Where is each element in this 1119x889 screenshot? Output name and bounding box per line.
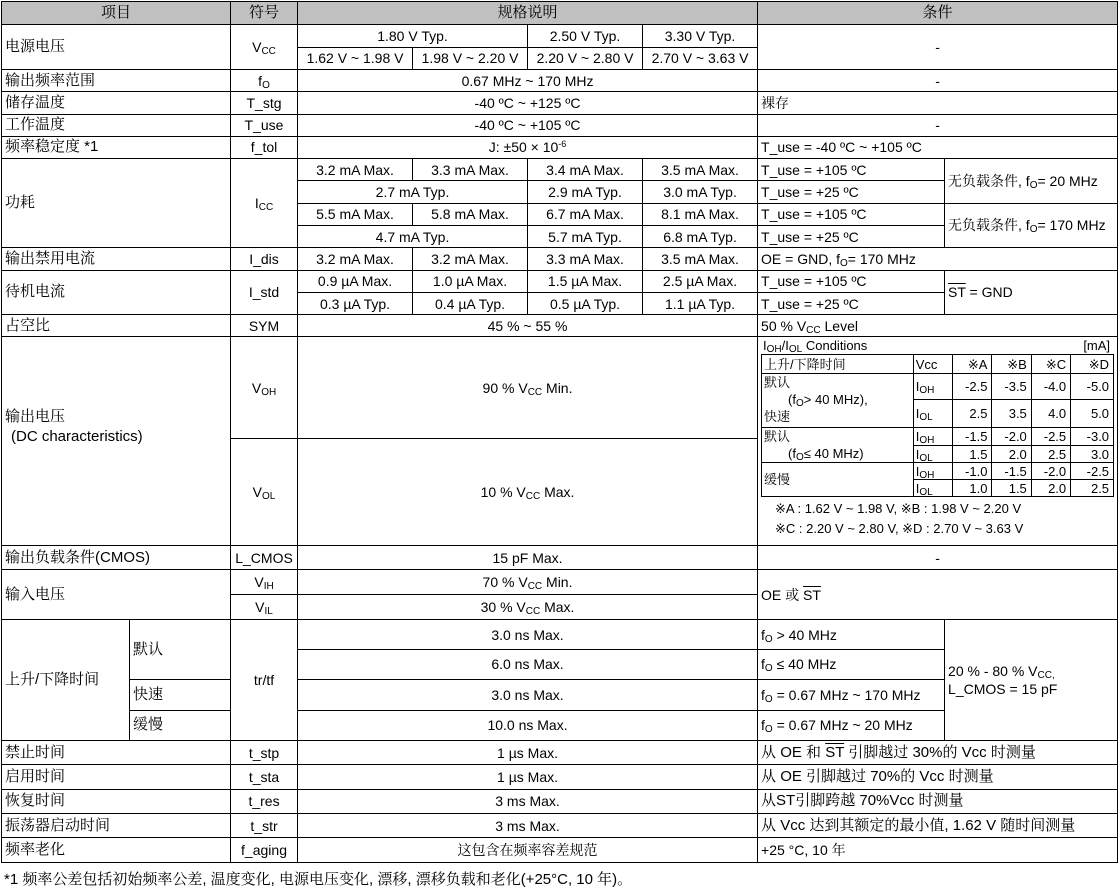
trtf-spec-2: 6.0 ns Max. — [298, 649, 758, 679]
vin-label: 输入电压 — [2, 569, 231, 620]
vcc-range-d: 2.70 V ~ 3.63 V — [643, 47, 758, 69]
tres-label: 恢复时间 — [2, 789, 231, 813]
idis-label: 输出禁用电流 — [2, 248, 231, 270]
cond-g2-ioh-c: -2.5 — [1031, 428, 1070, 446]
header-symbol: 符号 — [231, 2, 298, 25]
cond-g3-ioh-d: -2.5 — [1071, 463, 1114, 480]
tstp-spec: 1 µs Max. — [298, 741, 758, 765]
ftol-cond: T_use = -40 ºC ~ +105 ºC — [758, 136, 1118, 158]
tuse-label: 工作温度 — [2, 114, 231, 136]
row-tstp — [2, 741, 1118, 765]
icc-cond-hot-1: T_use = +105 ºC — [758, 159, 945, 181]
cond-g2-iol-c: 2.5 — [1031, 445, 1070, 463]
vih-spec: 70 % $V_{CC}$ Min. — [298, 569, 758, 594]
lcmos-symbol: L_CMOS — [231, 546, 298, 569]
tuse-cond: - — [758, 114, 1118, 136]
trtf-side-2: L_CMOS = 15 pF — [948, 681, 1058, 698]
cond-col-a: ※A — [953, 355, 992, 374]
icc-label: 功耗 — [2, 159, 231, 248]
icc-cond-hot-2: T_use = +105 ºC — [758, 203, 945, 225]
trtf-cond-1: $f_O > 40$ MHz — [758, 620, 945, 649]
cond-grp3-label: 缓慢 — [762, 463, 914, 497]
row-tstr — [2, 814, 1118, 838]
row-ftol — [2, 136, 1118, 158]
vil-symbol: $V_{IL}$ — [231, 595, 298, 620]
tstg-cond: 裸存 — [758, 92, 1118, 114]
cond-g3-ioh-c: -2.0 — [1031, 463, 1070, 480]
vout-label-sub: (DC characteristics) — [11, 428, 143, 446]
vcc-range-b: 1.98 V ~ 2.20 V — [413, 47, 528, 69]
voh-symbol: $V_{OH}$ — [231, 337, 298, 438]
vout-label — [2, 337, 231, 546]
tstr-cond: 从 Vcc 达到其额定的最小值, 1.62 V 随时间测量 — [758, 814, 1118, 838]
row-tstg — [2, 92, 1118, 114]
row-icc-1 — [2, 159, 1118, 181]
cond-title: $I_{OH}/I_{OL}$ Conditions — [763, 338, 868, 356]
icc-r3-b: 5.8 mA Max. — [413, 203, 528, 225]
tres-cond: 从ST引脚跨越 70%Vcc 时测量 — [758, 789, 1118, 813]
icc-r2-c: 2.9 mA Typ. — [528, 181, 643, 203]
cond-g2-ioh-b: -2.0 — [992, 428, 1031, 446]
ftol-symbol: f_tol — [231, 136, 298, 158]
tstg-spec: -40 ºC ~ +125 ºC — [298, 92, 758, 114]
tstr-symbol: t_str — [231, 814, 298, 838]
cond-note-2: ※C : 2.20 V ~ 2.80 V, ※D : 2.70 V ~ 3.63 V — [775, 521, 1024, 537]
trtf-sub-fast: 快速 — [130, 680, 231, 710]
row-idis — [2, 248, 1118, 270]
istd-cond-rt: T_use = +25 ºC — [758, 292, 945, 314]
tstr-spec: 3 ms Max. — [298, 814, 758, 838]
trtf-side-cond — [945, 620, 1118, 741]
row-tres — [2, 789, 1118, 813]
cond-g1-iol-b: 3.5 — [992, 400, 1031, 428]
cond-g3-iol-d: 2.5 — [1071, 480, 1114, 497]
cond-note-1: ※A : 1.62 V ~ 1.98 V, ※B : 1.98 V ~ 2.20 V — [775, 501, 1022, 517]
icc-r4-d: 6.8 mA Typ. — [643, 225, 758, 247]
row-sym — [2, 315, 1118, 337]
header-row — [2, 2, 1118, 25]
tsta-label: 启用时间 — [2, 765, 231, 789]
cond-grp1-label: 默认 ($f_O> 40$ MHz), 快速 — [762, 374, 914, 428]
trtf-sub-default: 默认 — [130, 620, 231, 680]
tsta-spec: 1 µs Max. — [298, 765, 758, 789]
fout-spec: 0.67 MHz ~ 170 MHz — [298, 69, 758, 91]
vcc-cond: - — [758, 25, 1118, 70]
header-spec: 规格说明 — [298, 2, 758, 25]
cond-g1-ioh-d: -5.0 — [1071, 374, 1114, 400]
voh-spec: 90 % $V_{CC}$ Min. — [298, 337, 758, 438]
header-item: 项目 — [2, 2, 231, 25]
fout-symbol: $f_O$ — [231, 69, 298, 91]
idis-d: 3.5 mA Max. — [643, 248, 758, 270]
icc-r1-d: 3.5 mA Max. — [643, 159, 758, 181]
faging-spec: 这包含在频率容差规范 — [298, 838, 758, 863]
icc-r3-a: 5.5 mA Max. — [298, 203, 413, 225]
trtf-symbol: tr/tf — [231, 620, 298, 741]
istd-r2-a: 0.3 µA Typ. — [298, 292, 413, 314]
cond-g3-iol-b: 1.5 — [992, 480, 1031, 497]
cond-g1-ioh: $I_{OH}$ — [913, 374, 952, 400]
vcc-symbol: $V_{CC}$ — [231, 25, 298, 70]
vol-symbol: $V_{OL}$ — [231, 438, 298, 545]
row-lcmos — [2, 546, 1118, 569]
vcc-typ-1: 1.80 V Typ. — [298, 25, 528, 47]
cond-col-vcc: Vcc — [913, 355, 952, 374]
cond-g3-iol-c: 2.0 — [1031, 480, 1070, 497]
sym-spec: 45 % ~ 55 % — [298, 315, 758, 337]
cond-g2-iol-d: 3.0 — [1071, 445, 1114, 463]
vcc-typ-2: 2.50 V Typ. — [528, 25, 643, 47]
faging-label: 频率老化 — [2, 838, 231, 863]
ftol-spec: J: $\pm 50 \times 10^{-6}$ — [298, 136, 758, 158]
cond-g2-iol-a: 1.5 — [953, 445, 992, 463]
cond-g1-iol-c: 4.0 — [1031, 400, 1070, 428]
idis-cond: OE = GND, $f_O= 170$ MHz — [758, 248, 1118, 270]
header-cond: 条件 — [758, 2, 1118, 25]
icc-cond-rt-2: T_use = +25 ºC — [758, 225, 945, 247]
sym-label: 占空比 — [2, 315, 231, 337]
icc-load-20: 无负载条件, $f_O= 20$ MHz — [945, 159, 1118, 204]
lcmos-spec: 15 pF Max. — [298, 546, 758, 569]
fout-cond: - — [758, 69, 1118, 91]
vout-label-main: 输出电压 — [5, 408, 66, 426]
istd-r1-b: 1.0 µA Max. — [413, 270, 528, 292]
tstp-symbol: t_stp — [231, 741, 298, 765]
tstg-label: 储存温度 — [2, 92, 231, 114]
fout-label: 输出频率范围 — [2, 69, 231, 91]
icc-r3-c: 6.7 mA Max. — [528, 203, 643, 225]
icc-load-170: 无负载条件, $f_O= 170$ MHz — [945, 203, 1118, 248]
row-vcc — [2, 25, 1118, 47]
icc-r4-c: 5.7 mA Typ. — [528, 225, 643, 247]
ioh-iol-conditions — [758, 337, 1118, 546]
tsta-cond: 从 OE 引脚越过 70%的 Vcc 时测量 — [758, 765, 1118, 789]
istd-symbol: I_std — [231, 270, 298, 315]
row-voh — [2, 337, 1118, 438]
icc-r2-d: 3.0 mA Typ. — [643, 181, 758, 203]
icc-r2-a: 2.7 mA Typ. — [298, 181, 528, 203]
cond-g3-ioh-a: -1.0 — [953, 463, 992, 480]
istd-r1-a: 0.9 µA Max. — [298, 270, 413, 292]
icc-r4-a: 4.7 mA Typ. — [298, 225, 528, 247]
faging-cond: +25 °C, 10 年 — [758, 838, 1118, 863]
cond-g2-iol-b: 2.0 — [992, 445, 1031, 463]
cond-g3-iol-a: 1.0 — [953, 480, 992, 497]
icc-r1-a: 3.2 mA Max. — [298, 159, 413, 181]
istd-r2-b: 0.4 µA Typ. — [413, 292, 528, 314]
ftol-label: 频率稳定度 *1 — [2, 136, 231, 158]
tres-spec: 3 ms Max. — [298, 789, 758, 813]
icc-r1-b: 3.3 mA Max. — [413, 159, 528, 181]
vin-cond: OE 或 $\overline{ST}$ — [758, 569, 1118, 620]
cond-subtable — [761, 354, 1114, 497]
spec-table — [1, 1, 1118, 863]
idis-c: 3.3 mA Max. — [528, 248, 643, 270]
icc-cond-rt-1: T_use = +25 ºC — [758, 181, 945, 203]
lcmos-label: 输出负载条件(CMOS) — [2, 546, 231, 569]
cond-grp2-label: 默认 ($f_O\le 40$ MHz) — [762, 428, 914, 463]
trtf-label: 上升/下降时间 — [2, 620, 130, 741]
vcc-range-c: 2.20 V ~ 2.80 V — [528, 47, 643, 69]
tstg-symbol: T_stg — [231, 92, 298, 114]
sym-symbol: SYM — [231, 315, 298, 337]
footnote: *1 频率公差包括初始频率公差, 温度变化, 电源电压变化, 漂移, 漂移负载和老化(+25°C, 10 年)。 — [4, 871, 633, 888]
idis-symbol: I_dis — [231, 248, 298, 270]
sym-cond: 50 % $V_{CC}$ Level — [758, 315, 1118, 337]
cond-g3-ioh-b: -1.5 — [992, 463, 1031, 480]
cond-g2-ioh: $I_{OH}$ — [913, 428, 952, 446]
cond-g1-iol-d: 5.0 — [1071, 400, 1114, 428]
idis-b: 3.2 mA Max. — [413, 248, 528, 270]
vcc-label: 电源电压 — [2, 25, 231, 70]
cond-g1-iol: $I_{OL}$ — [913, 400, 952, 428]
cond-col-d: ※D — [1071, 355, 1114, 374]
cond-g3-iol: $I_{OL}$ — [913, 480, 952, 497]
trtf-side-1: 20 % - 80 % $V_{CC,}$ — [948, 663, 1055, 682]
cond-g1-ioh-b: -3.5 — [992, 374, 1031, 400]
trtf-spec-1: 3.0 ns Max. — [298, 620, 758, 649]
istd-st-gnd: $\overline{ST}$ = GND — [945, 270, 1118, 315]
row-tuse — [2, 114, 1118, 136]
row-fout — [2, 69, 1118, 91]
icc-symbol: $I_{CC}$ — [231, 159, 298, 248]
istd-r1-d: 2.5 µA Max. — [643, 270, 758, 292]
row-vih — [2, 569, 1118, 594]
tstp-cond: 从 OE 和 $\overline{ST}$ 引脚越过 30%的 Vcc 时测量 — [758, 741, 1118, 765]
tstp-label: 禁止时间 — [2, 741, 231, 765]
row-trtf-1 — [2, 620, 1118, 649]
vih-symbol: $V_{IH}$ — [231, 569, 298, 594]
icc-r3-d: 8.1 mA Max. — [643, 203, 758, 225]
cond-g2-iol: $I_{OL}$ — [913, 445, 952, 463]
istd-r1-c: 1.5 µA Max. — [528, 270, 643, 292]
cond-g2-ioh-a: -1.5 — [953, 428, 992, 446]
trtf-sub-slow: 缓慢 — [130, 710, 231, 740]
vil-spec: 30 % $V_{CC}$ Max. — [298, 595, 758, 620]
istd-label: 待机电流 — [2, 270, 231, 315]
cond-g1-ioh-a: -2.5 — [953, 374, 992, 400]
cond-g3-ioh: $I_{OH}$ — [913, 463, 952, 480]
idis-a: 3.2 mA Max. — [298, 248, 413, 270]
cond-title-row — [761, 337, 1114, 354]
tsta-symbol: t_sta — [231, 765, 298, 789]
vol-spec: 10 % $V_{CC}$ Max. — [298, 438, 758, 545]
lcmos-cond: - — [758, 546, 1118, 569]
cond-notes — [761, 497, 1114, 539]
trtf-cond-2: $f_O \le 40$ MHz — [758, 649, 945, 679]
cond-col-edge: 上升/下降时间 — [762, 355, 914, 374]
cond-g1-iol-a: 2.5 — [953, 400, 992, 428]
cond-unit: [mA] — [1083, 338, 1111, 354]
faging-symbol: f_aging — [231, 838, 298, 863]
istd-cond-hot: T_use = +105 ºC — [758, 270, 945, 292]
row-tsta — [2, 765, 1118, 789]
tuse-spec: -40 ºC ~ +105 ºC — [298, 114, 758, 136]
row-faging — [2, 838, 1118, 863]
icc-r1-c: 3.4 mA Max. — [528, 159, 643, 181]
trtf-cond-3: $f_O = 0.67$ MHz ~ 170 MHz — [758, 680, 945, 710]
tstr-label: 振荡器启动时间 — [2, 814, 231, 838]
vcc-typ-3: 3.30 V Typ. — [643, 25, 758, 47]
istd-r2-d: 1.1 µA Typ. — [643, 292, 758, 314]
vcc-range-a: 1.62 V ~ 1.98 V — [298, 47, 413, 69]
trtf-spec-3: 3.0 ns Max. — [298, 680, 758, 710]
cond-g2-ioh-d: -3.0 — [1071, 428, 1114, 446]
trtf-cond-4: $f_O = 0.67$ MHz ~ 20 MHz — [758, 710, 945, 740]
trtf-spec-4: 10.0 ns Max. — [298, 710, 758, 740]
istd-r2-c: 0.5 µA Typ. — [528, 292, 643, 314]
cond-col-b: ※B — [992, 355, 1031, 374]
tuse-symbol: T_use — [231, 114, 298, 136]
cond-col-c: ※C — [1031, 355, 1070, 374]
cond-g1-ioh-c: -4.0 — [1031, 374, 1070, 400]
tres-symbol: t_res — [231, 789, 298, 813]
row-istd-1 — [2, 270, 1118, 292]
